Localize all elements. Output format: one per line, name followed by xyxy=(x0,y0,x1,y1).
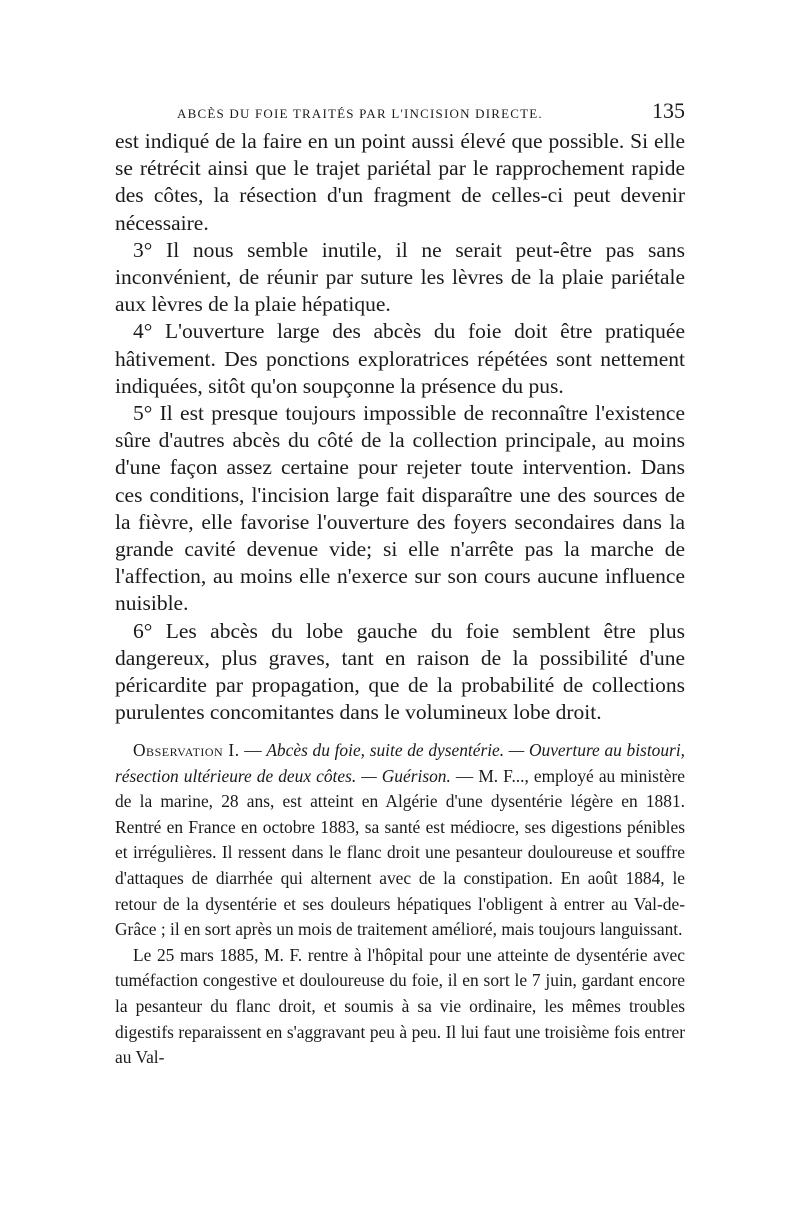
observation-label: Observation I. xyxy=(133,740,240,760)
running-title: ABCÈS DU FOIE TRAITÉS PAR L'INCISION DIRECTE. xyxy=(177,106,543,121)
observation-title: Abcès du foie, suite de dysentérie. — Ouverture au bistouri, résection ultérieure de deux côtes. — Guérison. xyxy=(115,740,685,786)
observation-paragraph-1 xyxy=(115,738,685,943)
observation-intro: — M. F..., employé au ministère de la marine, 28 ans, est atteint en Algérie d'une dysentérie légère en 1881. Rentré en France en octobre 1883, sa santé est médiocre, ses digestions pénibles et irrégulières. Il ressent dans le flanc droit une pesanteur douloureuse et souffre d'attaques de diarrhée qui alternent avec de la constipation. En août 1884, le retour de la dysentérie et ses douleurs hépatiques l'obligent à entrer au Val-de-Grâce ; il en sort après un mois de traitement amélioré, mais toujours languissant. xyxy=(115,765,685,940)
paragraph-point-3: 3° Il nous semble inutile, il ne serait peut-être pas sans inconvénient, de réunir par suture les lèvres de la plaie pariétale aux lèvres de la plaie hépatique. xyxy=(115,237,685,317)
paragraph-point-4: 4° L'ouverture large des abcès du foie doit être pratiquée hâtivement. Des ponctions exploratrices répétées sont nettement indiquées, sitôt qu'on soupçonne la présence du pus. xyxy=(115,319,685,398)
page-number: 135 xyxy=(652,98,685,123)
paragraph-point-5: 5° Il est presque toujours impossible de reconnaître l'existence sûre d'autres abcès du côté de la collection principale, au moins d'une façon assez certaine pour rejeter toute intervention. Dans ces conditions, l'incision large fait disparaître une des sources de la fièvre, elle favorise l'ouverture des foyers secondaires dans la grande cavité devenue vide; si elle n'arrête pas la marche de l'affection, au moins elle n'exerce sur son cours aucune influence nuisible. xyxy=(115,401,685,616)
paragraph-continuation: est indiqué de la faire en un point aussi élevé que possible. Si elle se rétrécit ainsi que le trajet pariétal par le rapprochement rapide des côtes, la résection d'un fragment de celles-ci peut devenir nécessaire. xyxy=(115,129,685,235)
observation-section xyxy=(115,738,685,1071)
observation-paragraph-2: Le 25 mars 1885, M. F. rentre à l'hôpital pour une atteinte de dysentérie avec tuméfaction congestive et douloureuse du foie, il en sort le 7 juin, gardant encore la pesanteur du flanc droit, et soumis à sa vie ordinaire, les mêmes troubles digestifs reparaissent en s'aggravant peu à peu. Il lui faut une troisième fois entrer au Val- xyxy=(115,944,685,1068)
observation-dash: — xyxy=(239,740,267,760)
page-header xyxy=(115,98,685,126)
paragraph-point-6: 6° Les abcès du lobe gauche du foie semblent être plus dangereux, plus graves, tant en raison de la possibilité d'une péricardite par propagation, que de la probabilité de collections purulentes concomitantes dans le volumineux lobe droit. xyxy=(115,618,685,725)
main-text xyxy=(115,128,685,726)
